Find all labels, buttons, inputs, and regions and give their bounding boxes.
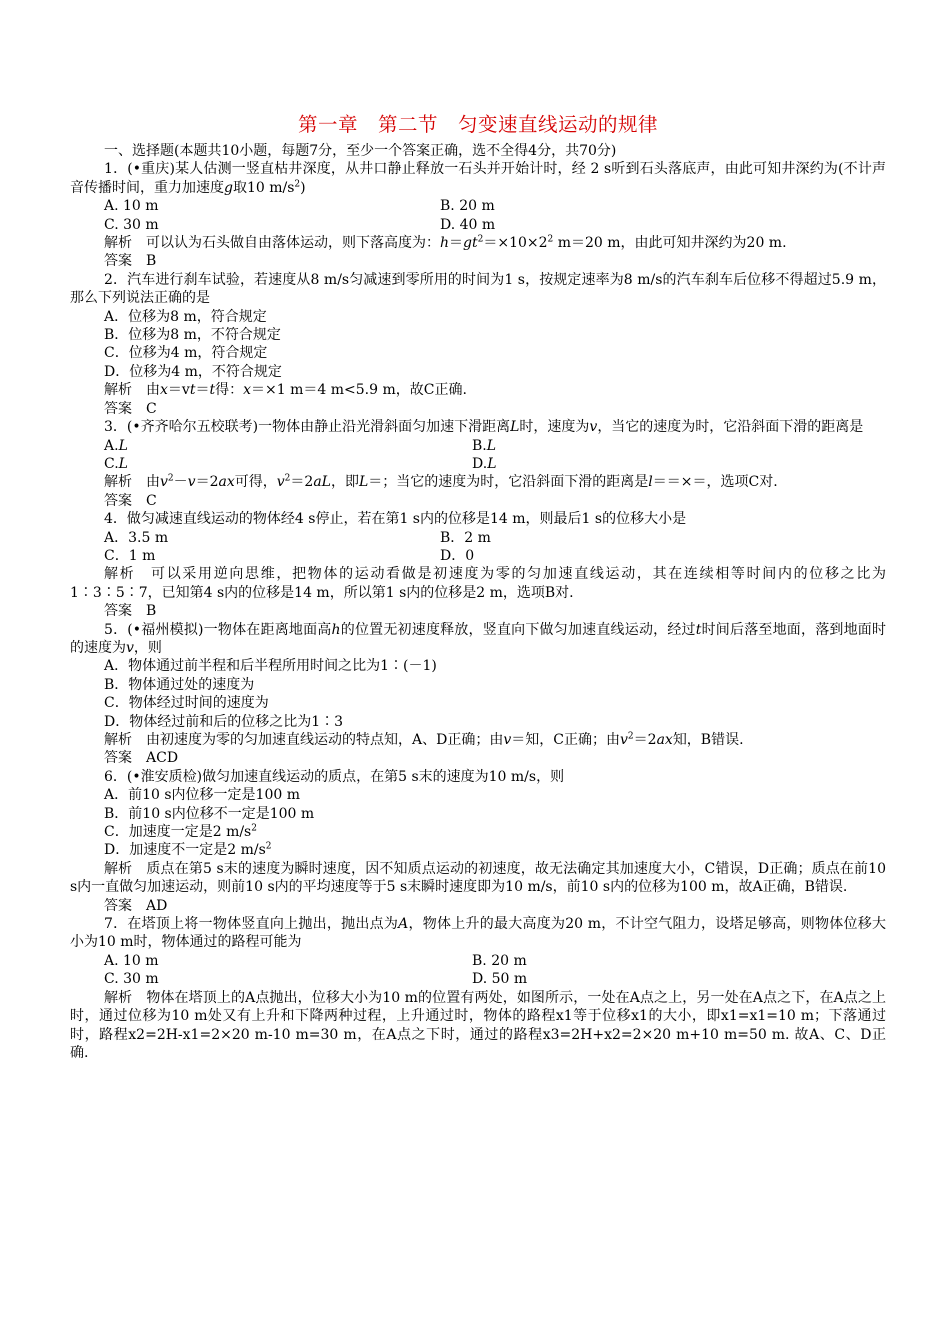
question-7-options	[70, 952, 886, 989]
option-a: A．3.5 m	[104, 529, 169, 546]
option-b: B．前10 s内位移不一定是100 m	[104, 805, 315, 822]
question-2-options	[70, 308, 886, 382]
question-4-options	[70, 529, 886, 566]
question-1-analysis: 解析 可以认为石头做自由落体运动，则下落高度为：$h=gt^2=\times 10\times 2^2$ m＝20 m，由此可知井深约为20 m.	[104, 234, 787, 252]
question-5-options	[70, 657, 886, 731]
question-6-answer: 答案 AD	[104, 897, 168, 914]
option-b: B．物体通过处的速度为	[104, 676, 255, 693]
option-a: A. 10 m	[104, 198, 159, 215]
question-6-analysis: 解析 质点在第5 s末的速度为瞬时速度，因不知质点运动的初速度，故无法确定其加速度大小，C错误，D正确；质点在前10 s内一直做匀加速运动，则前10 s内的平均速度等于5 s末瞬时速度即为10 m/s，前10 s内的位移为100 m，故A正确，B错误.	[70, 860, 886, 896]
question-1-answer: 答案 B	[104, 253, 157, 270]
option-c: C．物体经过时间的速度为	[104, 695, 269, 712]
option-b: B. 20 m	[472, 952, 527, 969]
option-c: C.L	[104, 455, 128, 472]
question-3-stem: 3．(•齐齐哈尔五校联考)一物体由静止沿光滑斜面匀加速下滑距离L时，速度为v，当它的速度为时，它沿斜面下滑的距离是	[104, 419, 864, 436]
question-4-analysis: 解析 可以采用逆向思维，把物体的运动看做是初速度为零的匀加速直线运动，其在连续相等时间内的位移之比为1∶3∶5∶7，已知第4 s内的位移是14 m，所以第1 s内的位移是2 m，选项B对.	[70, 566, 886, 601]
question-6-stem: 6．(•淮安质检)做匀加速直线运动的质点，在第5 s末的速度为10 m/s，则	[104, 768, 565, 785]
option-c: C．位移为4 m，符合规定	[104, 345, 268, 362]
option-d: D. 50 m	[472, 971, 528, 988]
option-d: D．物体经过前和后的位移之比为1∶3	[104, 713, 344, 730]
question-2-stem: 2．汽车进行刹车试验，若速度从8 m/s匀减速到零所用的时间为1 s，按规定速率为8 m/s的汽车刹车后位移不得超过5.9 m，那么下列说法正确的是	[70, 271, 886, 307]
option-d: D．位移为4 m，不符合规定	[104, 363, 282, 380]
document-page	[70, 112, 886, 1062]
option-b: B．位移为8 m，不符合规定	[104, 327, 281, 344]
question-6-options	[70, 786, 886, 860]
question-1-options	[70, 197, 886, 234]
question-5-answer: 答案 ACD	[104, 750, 179, 767]
option-a: A. 10 m	[104, 952, 159, 969]
option-a: A．前10 s内位移一定是100 m	[104, 787, 301, 804]
option-d: D. 40 m	[440, 216, 496, 233]
option-c: C. 30 m	[104, 216, 159, 233]
question-4-answer: 答案 B	[104, 603, 157, 620]
option-b: B．2 m	[440, 529, 491, 546]
option-a: A.L	[104, 437, 128, 454]
option-c: C. 30 m	[104, 971, 159, 988]
question-3-analysis: 解析 由$v^2-v=2ax$可得，$v^2=2aL$，即L＝；当它的速度为时，它沿斜面下滑的距离是l＝＝×＝，选项C对.	[104, 473, 778, 491]
option-d: D．加速度不一定是2 $m/s^2$	[104, 841, 272, 859]
question-2-answer: 答案 C	[104, 400, 157, 417]
option-a: A．位移为8 m，符合规定	[104, 308, 267, 325]
option-c: C．加速度一定是2 $m/s^2$	[104, 823, 257, 841]
question-3-options	[70, 437, 886, 474]
question-1-stem: 1．(•重庆)某人估测一竖直枯井深度，从井口静止释放一石头并开始计时，经 2 s听到石头落底声，由此可知井深约为(不计声音传播时间，重力加速度g取10 $m/s^2$)	[70, 161, 886, 196]
question-3-answer: 答案 C	[104, 492, 157, 509]
question-7-analysis: 解析 物体在塔顶上的A点抛出，位移大小为10 m的位置有两处，如图所示，一处在A点之上，另一处在A点之下，在A点之上时，通过位移为10 m处又有上升和下降两种过程，上升通过时，物体的路程x1等于位移x1的大小，即x1=x1=10 m；下落通过时，路程x2=2H-x1=2×20 m-10 m=30 m，在A点之下时，通过的路程x3=2H+x2=2×20 m+10 m=50 m. 故A、C、D正确.	[70, 989, 886, 1061]
option-a: A．物体通过前半程和后半程所用时间之比为1∶(－1)	[104, 658, 437, 675]
option-b: B.L	[472, 437, 497, 454]
option-d: D.L	[472, 455, 497, 472]
question-4-stem: 4．做匀减速直线运动的物体经4 s停止，若在第1 s内的位移是14 m，则最后1 s的位移大小是	[104, 511, 687, 528]
section-heading: 一、选择题(本题共10小题，每题7分，至少一个答案正确，选不全得4分，共70分)	[104, 143, 617, 159]
option-d: D．0	[440, 547, 475, 564]
page-title: 第一章 第二节 匀变速直线运动的规律	[297, 113, 658, 136]
question-5-analysis: 解析 由初速度为零的匀加速直线运动的特点知，A、D正确；由v＝知，C正确；由$v^2=2ax$知，B错误.	[104, 731, 744, 748]
question-7-stem: 7．在塔顶上将一物体竖直向上抛出，抛出点为A，物体上升的最大高度为20 m，不计空气阻力，设塔足够高，则物体位移大小为10 m时，物体通过的路程可能为	[70, 916, 887, 951]
question-2-analysis: 解析 由x＝vt＝t得：x＝×1 m＝4 m<5.9 m，故C正确.	[104, 382, 467, 399]
option-c: C．1 m	[104, 547, 156, 564]
question-5-stem: 5．(•福州模拟)一物体在距离地面高h的位置无初速度释放，竖直向下做匀加速直线运动，经过t时间后落至地面，落到地面时的速度为v，则	[70, 621, 887, 656]
option-b: B. 20 m	[440, 198, 495, 215]
